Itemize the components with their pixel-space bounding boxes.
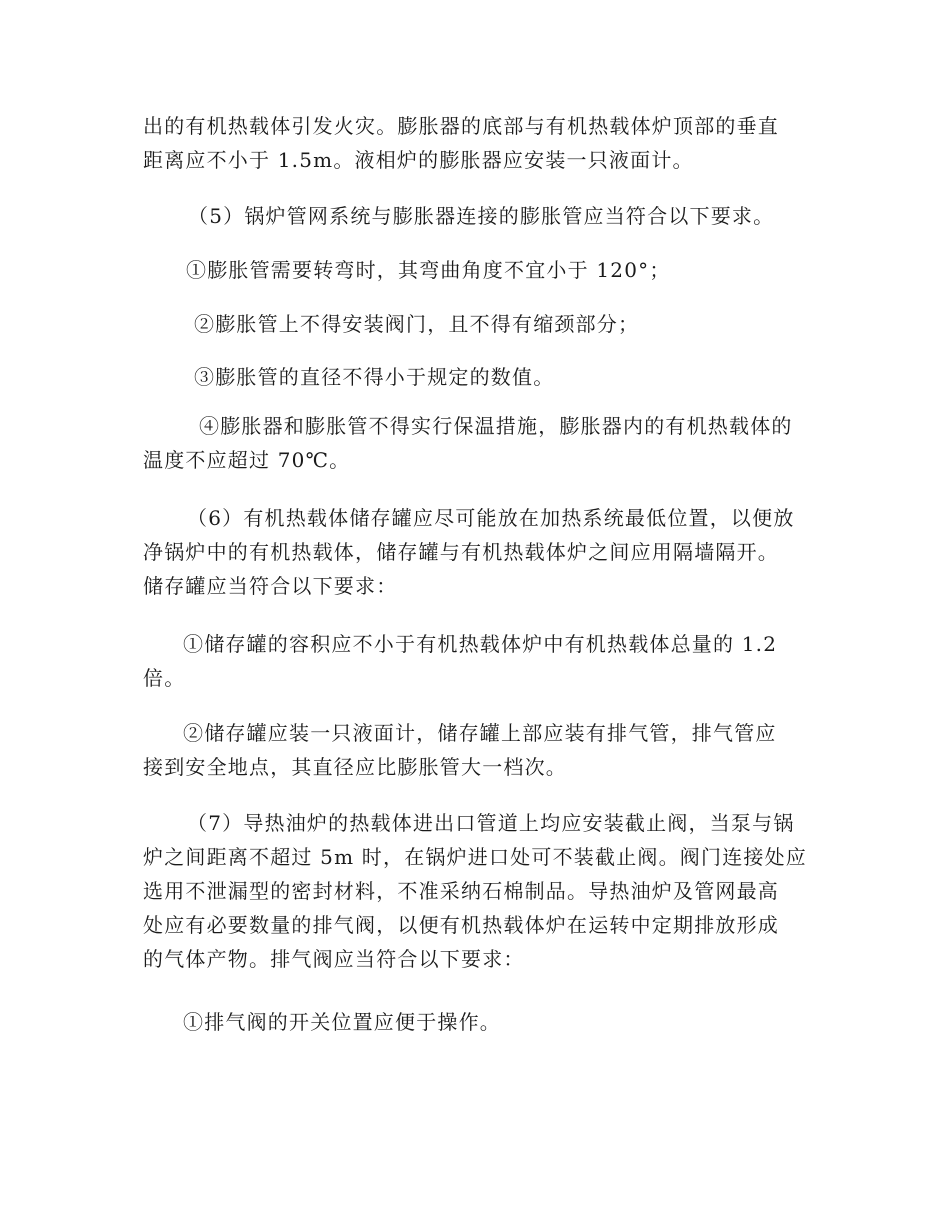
text-line: 炉之间距离不超过 5m 时，在锅炉进口处可不装截止阀。阀门连接处应 [143,845,808,869]
text-line: 的气体产物。排气阀应当符合以下要求： [143,947,525,971]
text-line: 温度不应超过 70℃。 [143,448,351,472]
text-line: ②储存罐应装一只液面计，储存罐上部应装有排气管，排气管应 [183,721,777,745]
text-line: ②膨胀管上不得安装阀门，且不得有缩颈部分； [194,312,640,336]
text-line: 出的有机热载体引发火灾。膨胀器的底部与有机热载体炉顶部的垂直 [143,114,779,138]
text-line: 接到安全地点，其直径应比膨胀管大一档次。 [143,755,567,779]
text-line: ①排气阀的开关位置应便于操作。 [183,1010,501,1034]
text-line: （6）有机热载体储存罐应尽可能放在加热系统最低位置，以便放 [187,506,795,530]
text-line: ③膨胀管的直径不得小于规定的数值。 [194,365,555,389]
paragraph [194,307,861,341]
text-line: 储存罐应当符合以下要求： [143,574,398,598]
text-line: ①膨胀管需要转弯时，其弯曲角度不宜小于 120°； [186,258,671,282]
paragraph [143,109,810,177]
paragraph [188,199,855,233]
text-line: 处应有必要数量的排气阀，以便有机热载体炉在运转中定期排放形成 [143,913,779,937]
paragraph [143,627,810,695]
paragraph [143,716,810,784]
text-line: ①储存罐的容积应不小于有机热载体炉中有机热载体总量的 1.2 [183,632,778,656]
text-line: ④膨胀器和膨胀管不得实行保温措施，膨胀器内的有机热载体的 [199,414,793,438]
text-line: 净锅炉中的有机热载体，储存罐与有机热载体炉之间应用隔墙隔开。 [143,540,779,564]
text-line: 距离应不小于 1.5m。液相炉的膨胀器应安装一只液面计。 [143,148,694,172]
text-line: 选用不泄漏型的密封材料，不准采纳石棉制品。导热油炉及管网最高 [143,879,779,903]
text-line: （7）导热油炉的热载体进出口管道上均应安装截止阀，当泵与锅 [187,811,795,835]
paragraph [186,253,853,287]
text-line: 倍。 [143,666,186,690]
paragraph [143,409,810,477]
text-line: （5）锅炉管网系统与膨胀器连接的膨胀管应当符合以下要求。 [188,204,775,228]
paragraph [143,501,810,603]
paragraph [143,1005,810,1039]
paragraph [143,806,810,976]
paragraph [194,360,861,394]
